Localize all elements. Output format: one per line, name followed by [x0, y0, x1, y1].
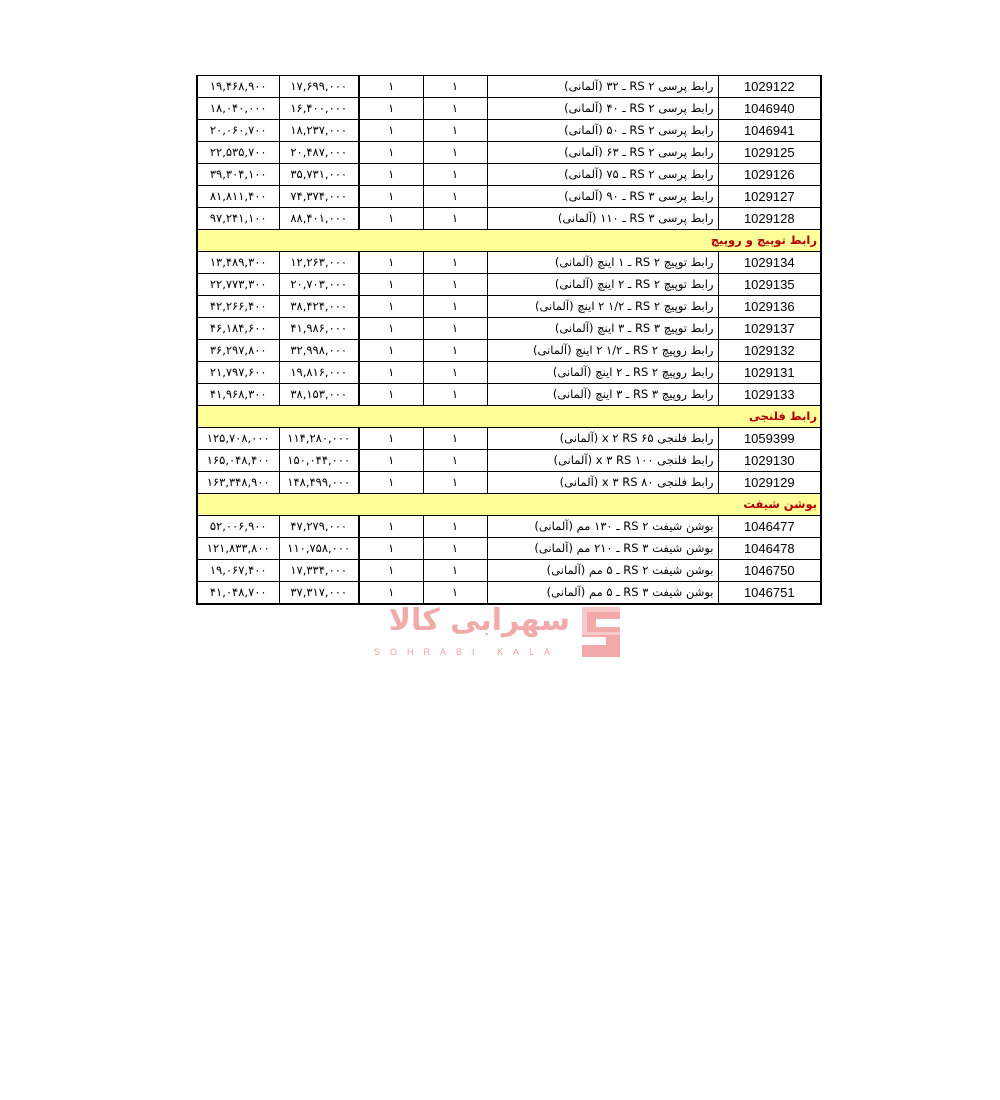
product-description-cell: رابط فلنجی ۱۰۰ x ۳ RS (آلمانی) [487, 450, 718, 472]
price-cell: ۴۷,۲۷۹,۰۰۰ [279, 516, 359, 538]
total-price-cell: ۲۱,۷۹۷,۶۰۰ [197, 362, 279, 384]
table-row [197, 208, 821, 230]
product-code-cell: 1029128 [718, 208, 821, 230]
quantity-cell: ۱ [423, 142, 487, 164]
total-price-cell: ۴۲,۲۶۶,۴۰۰ [197, 296, 279, 318]
total-price-cell: ۲۲,۵۳۵,۷۰۰ [197, 142, 279, 164]
total-price-cell: ۹۷,۲۴۱,۱۰۰ [197, 208, 279, 230]
table-row [197, 76, 821, 98]
price-cell: ۸۸,۴۰۱,۰۰۰ [279, 208, 359, 230]
total-price-cell: ۴۶,۱۸۴,۶۰۰ [197, 318, 279, 340]
total-price-cell: ۳۹,۳۰۴,۱۰۰ [197, 164, 279, 186]
product-description-cell: رابط روپیچ ۲ RS ـ ۱/۲ ۲ اینچ (آلمانی) [487, 340, 718, 362]
quantity-cell: ۱ [423, 362, 487, 384]
product-description-cell: رابط فلنجی ۸۰ x ۳ RS (آلمانی) [487, 472, 718, 494]
table-row [197, 252, 821, 274]
product-description-cell: رابط توپیچ ۲ RS ـ ۲ اینچ (آلمانی) [487, 274, 718, 296]
product-code-cell: 1029134 [718, 252, 821, 274]
section-header-row [197, 230, 821, 252]
section-header-row [197, 494, 821, 516]
section-title: رابط توپیچ و روپیچ [197, 230, 821, 252]
product-code-cell: 1029129 [718, 472, 821, 494]
product-code-cell: 1029132 [718, 340, 821, 362]
product-code-cell: 1029137 [718, 318, 821, 340]
price-cell: ۱۲,۲۶۳,۰۰۰ [279, 252, 359, 274]
unit-cell: ۱ [359, 76, 423, 98]
price-cell: ۱۸,۲۳۷,۰۰۰ [279, 120, 359, 142]
table-row [197, 274, 821, 296]
unit-cell: ۱ [359, 98, 423, 120]
unit-cell: ۱ [359, 296, 423, 318]
unit-cell: ۱ [359, 472, 423, 494]
unit-cell: ۱ [359, 362, 423, 384]
price-table [196, 75, 822, 605]
product-description-cell: رابط روپیچ ۲ RS ـ ۲ اینچ (آلمانی) [487, 362, 718, 384]
product-description-cell: رابط توپیچ ۲ RS ـ ۱/۲ ۲ اینچ (آلمانی) [487, 296, 718, 318]
quantity-cell: ۱ [423, 318, 487, 340]
product-code-cell: 1029125 [718, 142, 821, 164]
product-description-cell: بوشن شیفت ۳ RS ـ ۵ مم (آلمانی) [487, 582, 718, 605]
total-price-cell: ۱۲۱,۸۳۳,۸۰۰ [197, 538, 279, 560]
price-cell: ۱۵۰,۰۴۴,۰۰۰ [279, 450, 359, 472]
quantity-cell: ۱ [423, 296, 487, 318]
total-price-cell: ۳۶,۲۹۷,۸۰۰ [197, 340, 279, 362]
quantity-cell: ۱ [423, 208, 487, 230]
product-code-cell: 1046941 [718, 120, 821, 142]
table-row [197, 296, 821, 318]
quantity-cell: ۱ [423, 384, 487, 406]
unit-cell: ۱ [359, 120, 423, 142]
table-row [197, 120, 821, 142]
quantity-cell: ۱ [423, 164, 487, 186]
quantity-cell: ۱ [423, 120, 487, 142]
table-row [197, 472, 821, 494]
price-cell: ۱۷,۳۳۴,۰۰۰ [279, 560, 359, 582]
unit-cell: ۱ [359, 384, 423, 406]
total-price-cell: ۱۹,۰۶۷,۴۰۰ [197, 560, 279, 582]
quantity-cell: ۱ [423, 340, 487, 362]
price-cell: ۱۷,۶۹۹,۰۰۰ [279, 76, 359, 98]
quantity-cell: ۱ [423, 252, 487, 274]
total-price-cell: ۸۱,۸۱۱,۴۰۰ [197, 186, 279, 208]
unit-cell: ۱ [359, 186, 423, 208]
table-row [197, 142, 821, 164]
table-row [197, 516, 821, 538]
watermark-brand-fa: سهرابی کالا [388, 603, 570, 638]
quantity-cell: ۱ [423, 582, 487, 605]
unit-cell: ۱ [359, 164, 423, 186]
total-price-cell: ۱۶۳,۳۴۸,۹۰۰ [197, 472, 279, 494]
product-description-cell: رابط پرسی ۲ RS ـ ۷۵ (آلمانی) [487, 164, 718, 186]
table-row [197, 582, 821, 605]
quantity-cell: ۱ [423, 538, 487, 560]
total-price-cell: ۱۳,۴۸۹,۳۰۰ [197, 252, 279, 274]
quantity-cell: ۱ [423, 560, 487, 582]
table-body [197, 76, 821, 605]
product-description-cell: رابط پرسی ۳ RS ـ ۹۰ (آلمانی) [487, 186, 718, 208]
price-cell: ۳۵,۷۳۱,۰۰۰ [279, 164, 359, 186]
table-row [197, 164, 821, 186]
total-price-cell: ۲۲,۷۷۳,۳۰۰ [197, 274, 279, 296]
price-cell: ۳۲,۹۹۸,۰۰۰ [279, 340, 359, 362]
product-code-cell: 1029136 [718, 296, 821, 318]
total-price-cell: ۱۶۵,۰۴۸,۴۰۰ [197, 450, 279, 472]
price-cell: ۷۴,۳۷۴,۰۰۰ [279, 186, 359, 208]
product-code-cell: 1029122 [718, 76, 821, 98]
product-description-cell: رابط فلنجی ۶۵ x ۲ RS (آلمانی) [487, 428, 718, 450]
quantity-cell: ۱ [423, 428, 487, 450]
table-row [197, 340, 821, 362]
section-header-row [197, 406, 821, 428]
price-cell: ۱۱۴,۲۸۰,۰۰۰ [279, 428, 359, 450]
product-code-cell: 1059399 [718, 428, 821, 450]
unit-cell: ۱ [359, 208, 423, 230]
product-description-cell: رابط پرسی ۲ RS ـ ۳۲ (آلمانی) [487, 76, 718, 98]
total-price-cell: ۵۲,۰۰۶,۹۰۰ [197, 516, 279, 538]
table-row [197, 560, 821, 582]
watermark [374, 603, 626, 661]
product-description-cell: بوشن شیفت ۲ RS ـ ۱۳۰ مم (آلمانی) [487, 516, 718, 538]
quantity-cell: ۱ [423, 516, 487, 538]
quantity-cell: ۱ [423, 472, 487, 494]
table-row [197, 186, 821, 208]
table-row [197, 98, 821, 120]
price-cell: ۳۸,۴۲۴,۰۰۰ [279, 296, 359, 318]
product-code-cell: 1029126 [718, 164, 821, 186]
quantity-cell: ۱ [423, 186, 487, 208]
quantity-cell: ۱ [423, 274, 487, 296]
unit-cell: ۱ [359, 560, 423, 582]
price-cell: ۳۸,۱۵۳,۰۰۰ [279, 384, 359, 406]
unit-cell: ۱ [359, 142, 423, 164]
quantity-cell: ۱ [423, 450, 487, 472]
product-code-cell: 1046751 [718, 582, 821, 605]
unit-cell: ۱ [359, 450, 423, 472]
unit-cell: ۱ [359, 252, 423, 274]
price-cell: ۱۹,۸۱۶,۰۰۰ [279, 362, 359, 384]
product-code-cell: 1029131 [718, 362, 821, 384]
table-row [197, 384, 821, 406]
product-code-cell: 1029130 [718, 450, 821, 472]
total-price-cell: ۲۰,۰۶۰,۷۰۰ [197, 120, 279, 142]
price-cell: ۱۴۸,۴۹۹,۰۰۰ [279, 472, 359, 494]
price-cell: ۲۰,۴۸۷,۰۰۰ [279, 142, 359, 164]
product-description-cell: رابط پرسی ۲ RS ـ ۶۳ (آلمانی) [487, 142, 718, 164]
product-description-cell: رابط روپیچ ۳ RS ـ ۳ اینچ (آلمانی) [487, 384, 718, 406]
price-cell: ۱۶,۴۰۰,۰۰۰ [279, 98, 359, 120]
section-title: رابط فلنجی [197, 406, 821, 428]
total-price-cell: ۴۱,۰۴۸,۷۰۰ [197, 582, 279, 605]
product-description-cell: رابط توپیچ ۳ RS ـ ۳ اینچ (آلمانی) [487, 318, 718, 340]
total-price-cell: ۴۱,۹۶۸,۳۰۰ [197, 384, 279, 406]
quantity-cell: ۱ [423, 98, 487, 120]
product-code-cell: 1046940 [718, 98, 821, 120]
table-row [197, 362, 821, 384]
total-price-cell: ۱۹,۴۶۸,۹۰۰ [197, 76, 279, 98]
product-code-cell: 1029133 [718, 384, 821, 406]
table-row [197, 428, 821, 450]
section-title: بوشن شیفت [197, 494, 821, 516]
product-description-cell: رابط توپیچ ۲ RS ـ ۱ اینچ (آلمانی) [487, 252, 718, 274]
product-description-cell: رابط پرسی ۲ RS ـ ۵۰ (آلمانی) [487, 120, 718, 142]
total-price-cell: ۱۸,۰۴۰,۰۰۰ [197, 98, 279, 120]
unit-cell: ۱ [359, 340, 423, 362]
product-code-cell: 1029127 [718, 186, 821, 208]
unit-cell: ۱ [359, 538, 423, 560]
product-description-cell: رابط پرسی ۲ RS ـ ۴۰ (آلمانی) [487, 98, 718, 120]
product-description-cell: رابط پرسی ۳ RS ـ ۱۱۰ (آلمانی) [487, 208, 718, 230]
total-price-cell: ۱۲۵,۷۰۸,۰۰۰ [197, 428, 279, 450]
unit-cell: ۱ [359, 274, 423, 296]
unit-cell: ۱ [359, 582, 423, 605]
watermark-brand-en: SOHRABI KALA [374, 647, 561, 657]
table-row [197, 318, 821, 340]
product-description-cell: بوشن شیفت ۲ RS ـ ۵ مم (آلمانی) [487, 560, 718, 582]
price-cell: ۱۱۰,۷۵۸,۰۰۰ [279, 538, 359, 560]
price-cell: ۳۷,۳۱۷,۰۰۰ [279, 582, 359, 605]
quantity-cell: ۱ [423, 76, 487, 98]
unit-cell: ۱ [359, 516, 423, 538]
price-cell: ۴۱,۹۸۶,۰۰۰ [279, 318, 359, 340]
product-code-cell: 1046477 [718, 516, 821, 538]
product-code-cell: 1046478 [718, 538, 821, 560]
price-cell: ۲۰,۷۰۳,۰۰۰ [279, 274, 359, 296]
table-row [197, 450, 821, 472]
s-logo-icon [576, 603, 626, 661]
product-code-cell: 1029135 [718, 274, 821, 296]
unit-cell: ۱ [359, 428, 423, 450]
product-description-cell: بوشن شیفت ۳ RS ـ ۲۱۰ مم (آلمانی) [487, 538, 718, 560]
product-code-cell: 1046750 [718, 560, 821, 582]
table-row [197, 538, 821, 560]
unit-cell: ۱ [359, 318, 423, 340]
